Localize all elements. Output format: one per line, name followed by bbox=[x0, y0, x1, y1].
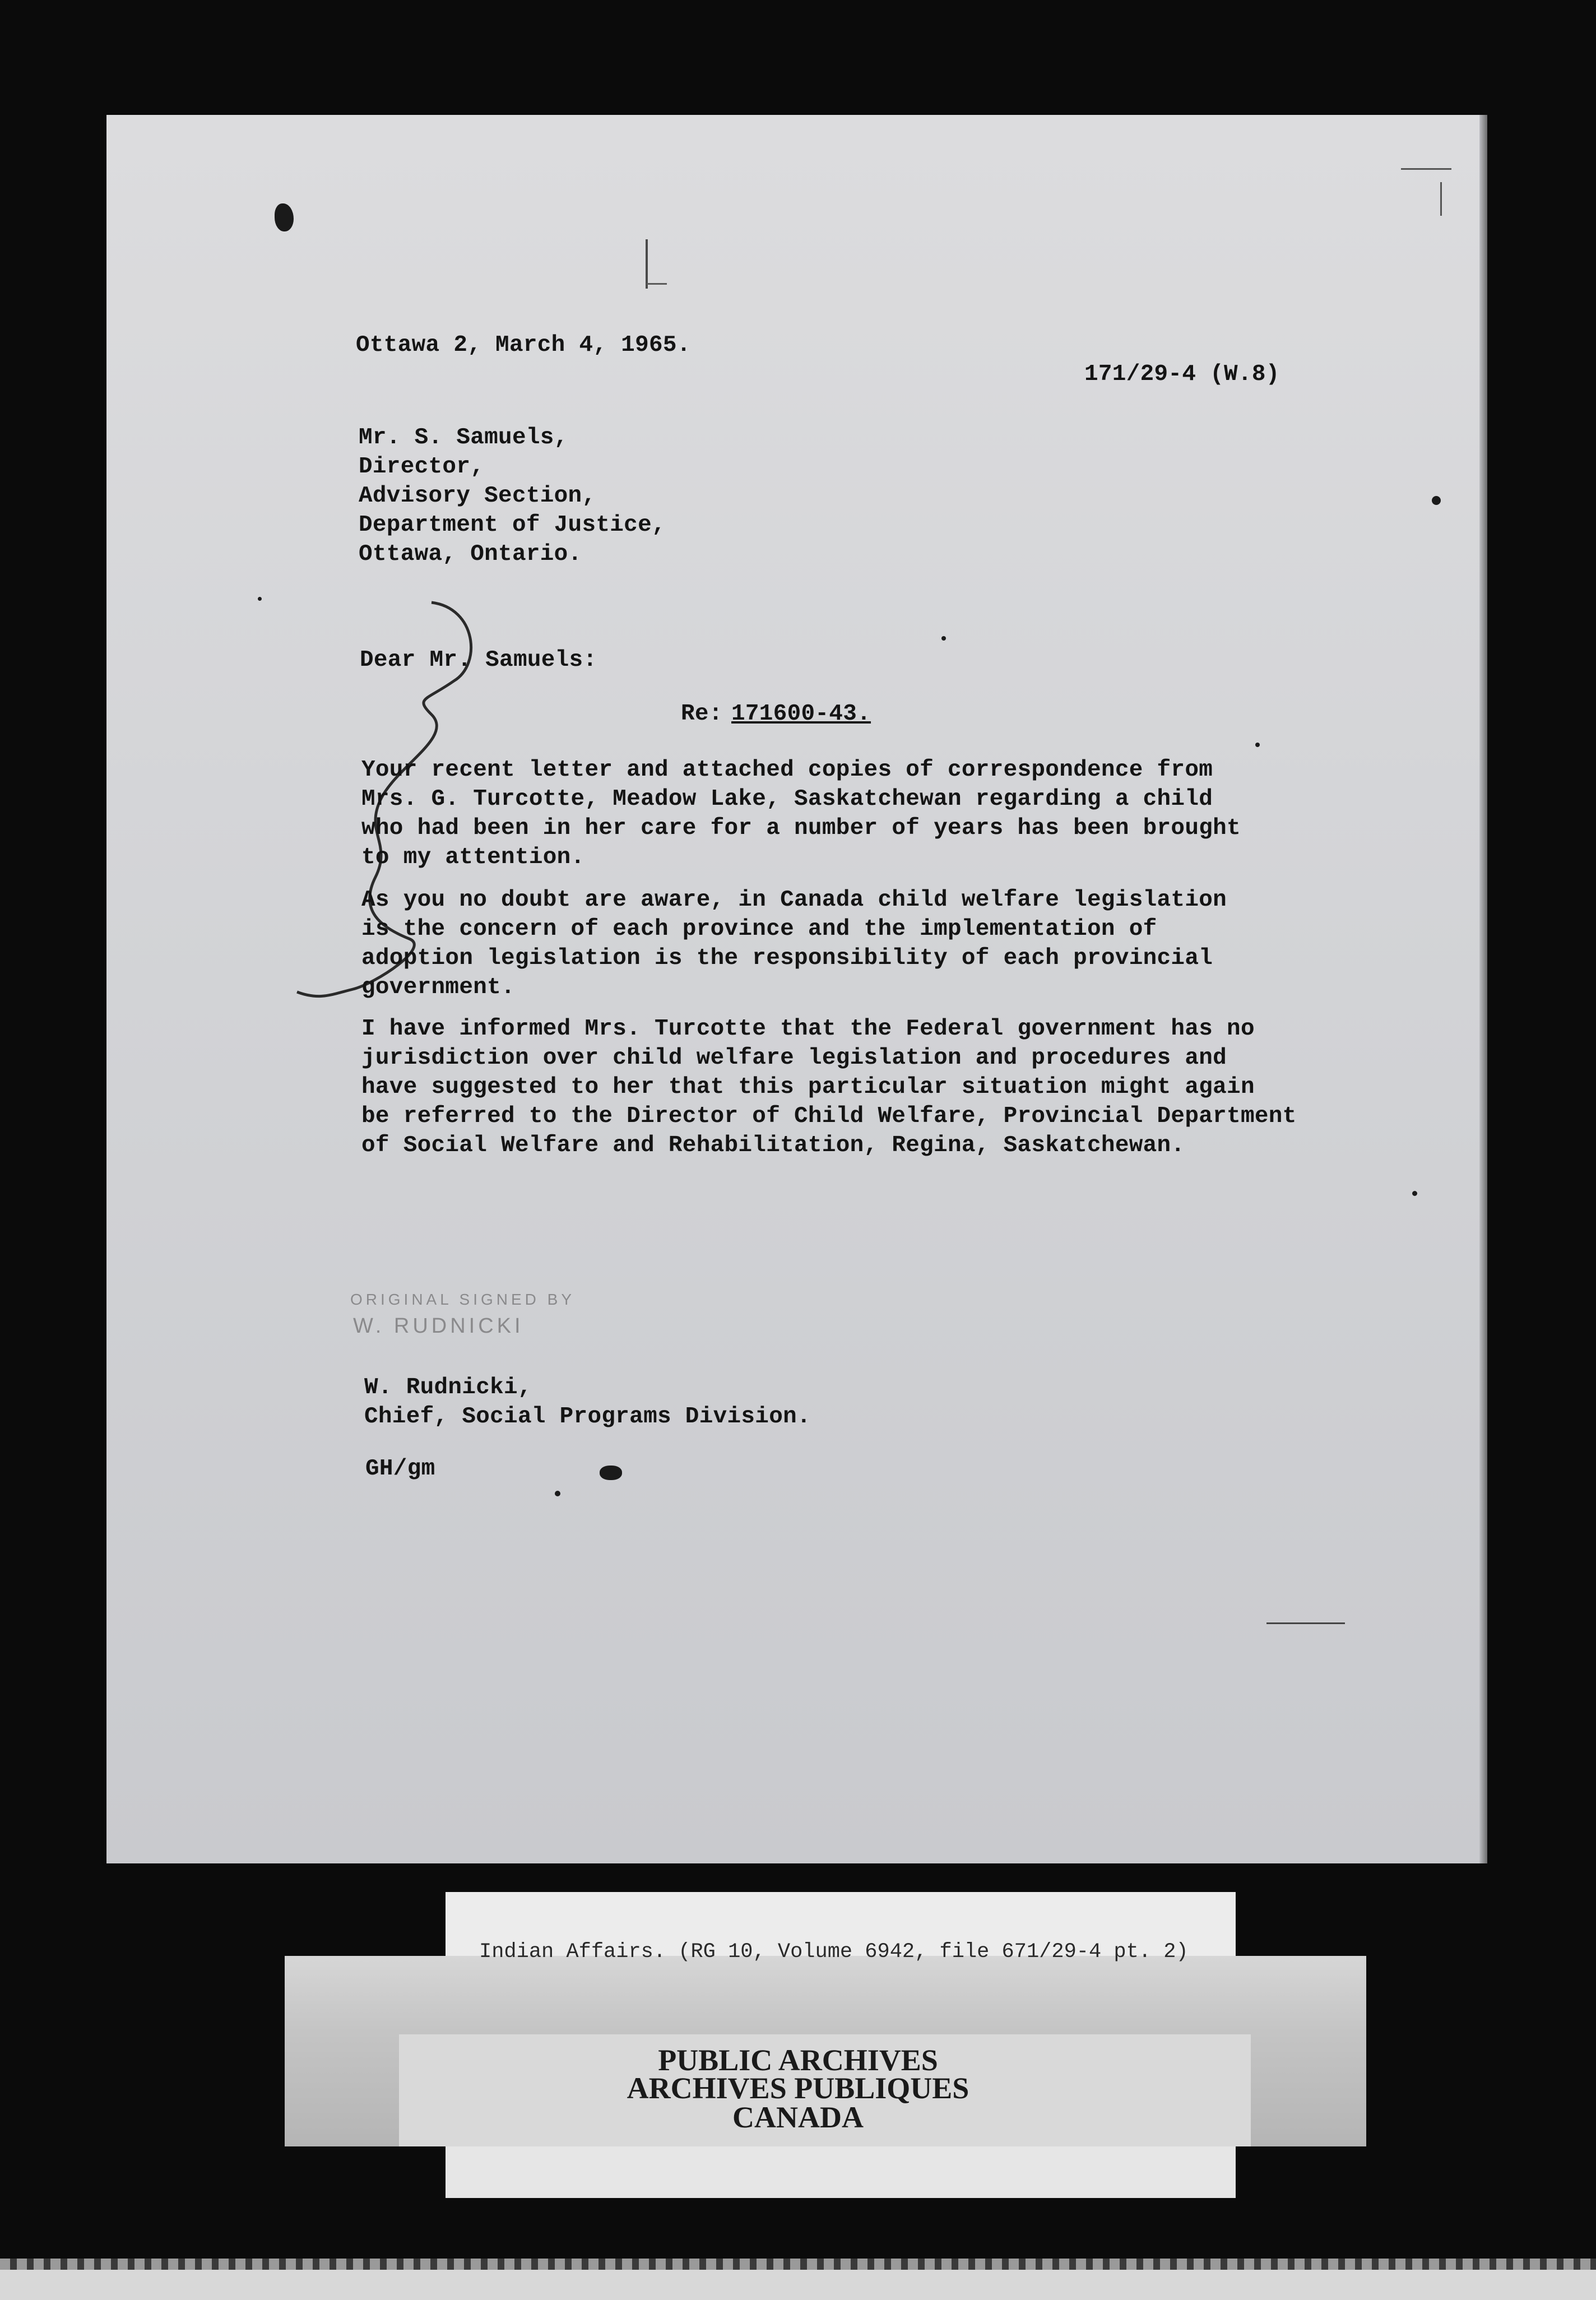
text-line: of Social Welfare and Rehabilitation, Regina, Saskatchewan. bbox=[361, 1133, 1185, 1158]
pencil-mark bbox=[647, 283, 667, 285]
ink-speck bbox=[258, 597, 262, 601]
archive-line-1: PUBLIC ARCHIVES bbox=[658, 2043, 938, 2077]
text-line: government. bbox=[361, 975, 515, 1000]
pencil-mark bbox=[1440, 182, 1442, 216]
pencil-mark bbox=[1401, 168, 1451, 170]
signer-stamp: W. RUDNICKI bbox=[353, 1314, 524, 1338]
ink-blot bbox=[275, 203, 294, 231]
ink-speck bbox=[1412, 1191, 1417, 1196]
text-line: who had been in her care for a number of years has been brought bbox=[361, 815, 1241, 841]
ink-speck bbox=[941, 636, 946, 641]
archive-line-3: CANADA bbox=[732, 2100, 864, 2134]
text-line: be referred to the Director of Child Welfare, Provincial Department bbox=[361, 1103, 1297, 1129]
typist-initials: GH/gm bbox=[365, 1456, 435, 1482]
archive-line-2: ARCHIVES PUBLIQUES bbox=[627, 2071, 969, 2105]
film-edge-lower bbox=[0, 2270, 1596, 2300]
text-line: adoption legislation is the responsibility of each provincial bbox=[361, 945, 1213, 971]
text-line: As you no doubt are aware, in Canada child welfare legislation bbox=[361, 887, 1227, 913]
pencil-mark bbox=[646, 239, 648, 289]
address-line: Ottawa, Ontario. bbox=[359, 541, 582, 567]
salutation: Dear Mr. Samuels: bbox=[360, 647, 597, 673]
address-line: Advisory Section, bbox=[359, 483, 596, 509]
signature-title: Chief, Social Programs Division. bbox=[364, 1404, 811, 1430]
text-line: have suggested to her that this particular situation might again bbox=[361, 1074, 1255, 1100]
text-line: Mrs. G. Turcotte, Meadow Lake, Saskatchewan regarding a child bbox=[361, 786, 1213, 812]
text-line: jurisdiction over child welfare legislation and procedures and bbox=[361, 1045, 1227, 1071]
original-signed-stamp: ORIGINAL SIGNED BY bbox=[350, 1291, 576, 1308]
archive-card-lower bbox=[446, 2146, 1236, 2198]
letter-page bbox=[106, 115, 1479, 1863]
film-edge bbox=[0, 2259, 1596, 2270]
pencil-mark bbox=[1266, 1622, 1345, 1624]
date-line: Ottawa 2, March 4, 1965. bbox=[356, 332, 691, 358]
text-line: Your recent letter and attached copies of correspondence from bbox=[361, 757, 1213, 783]
re-label: Re: bbox=[681, 701, 723, 727]
address-line: Mr. S. Samuels, bbox=[359, 425, 568, 451]
ink-speck bbox=[1432, 496, 1441, 505]
ink-speck bbox=[1255, 743, 1260, 747]
address-line: Department of Justice, bbox=[359, 512, 666, 538]
text-line: I have informed Mrs. Turcotte that the Federal government has no bbox=[361, 1016, 1255, 1042]
file-reference: 171/29-4 (W.8) bbox=[1084, 361, 1280, 387]
re-number: 171600-43. bbox=[731, 701, 871, 727]
ink-speck bbox=[555, 1491, 560, 1496]
text-line: is the concern of each province and the implementation of bbox=[361, 916, 1157, 942]
signature-name: W. Rudnicki, bbox=[364, 1375, 532, 1401]
ink-speck bbox=[600, 1466, 622, 1480]
address-line: Director, bbox=[359, 454, 485, 480]
archive-reference: Indian Affairs. (RG 10, Volume 6942, file 671/29-4 pt. 2) bbox=[479, 1940, 1189, 1964]
text-line: to my attention. bbox=[361, 845, 585, 870]
